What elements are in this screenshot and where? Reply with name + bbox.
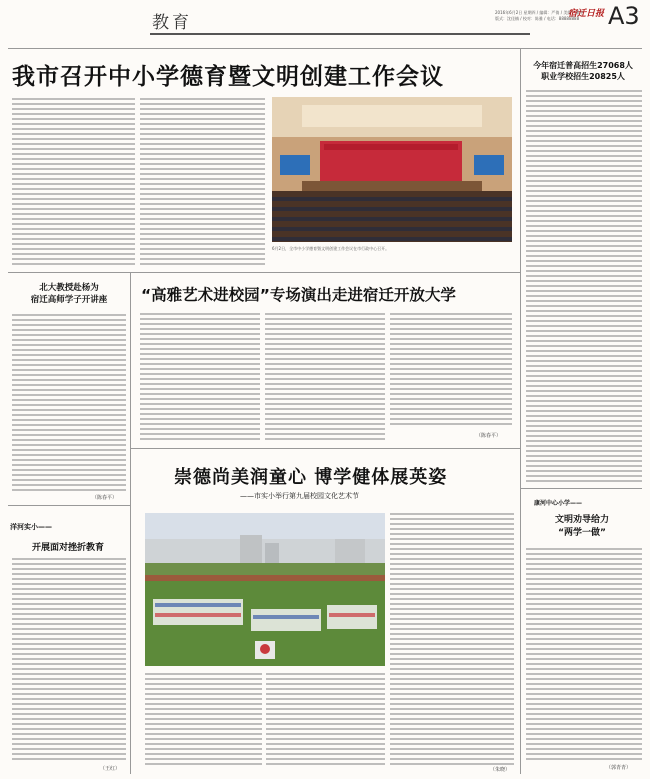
left-bottom-kicker: 洋河实小—— xyxy=(10,523,52,531)
left-mid-headline-line: 宿迁高师学子开讲座 xyxy=(30,295,108,305)
page-number: A3 xyxy=(608,2,640,30)
left-mid-headline-line: 北大教授赴杨为 xyxy=(39,283,99,293)
right-bottom-author: （郭青青） xyxy=(606,765,632,771)
section-label: 教育 xyxy=(152,13,192,33)
section-divider xyxy=(8,505,130,506)
right-top-article-body xyxy=(526,90,642,482)
main-article-body xyxy=(12,98,135,266)
section-rule xyxy=(150,33,530,35)
right-top-headline-line: 今年宿迁普高招生27068人 xyxy=(533,61,633,70)
column-rule xyxy=(520,48,521,774)
art-article-body xyxy=(140,313,260,441)
right-bottom-headline xyxy=(522,514,642,540)
festival-article-body xyxy=(266,673,385,765)
art-article-body xyxy=(265,313,385,441)
art-article-body xyxy=(390,313,512,425)
festival-headline: 崇德尚美润童心 博学健体展英姿 xyxy=(174,467,448,488)
left-bottom-author: （王红） xyxy=(100,766,121,772)
festival-photo xyxy=(145,513,385,666)
page-masthead xyxy=(0,0,650,40)
right-top-headline xyxy=(524,60,642,82)
meeting-photo-caption: 6月2日，全市中小学德育暨文明创建工作会议在市行政中心召开。 xyxy=(272,246,390,251)
newspaper-logo: 宿迁日报 xyxy=(568,9,605,19)
meeting-photo xyxy=(272,97,512,242)
left-mid-author: （陈春平） xyxy=(92,495,118,501)
art-headline: “高雅艺术进校园”专场演出走进宿迁开放大学 xyxy=(141,286,456,304)
festival-article-body xyxy=(145,673,262,765)
issue-meta-line: 版式：沈佳楠 / 校对：陈雅 / 电话：88888888 xyxy=(495,16,580,21)
left-bottom-article-body xyxy=(12,558,126,762)
right-bottom-headline-line: “两学一做” xyxy=(558,528,606,538)
section-divider xyxy=(8,48,642,49)
section-divider xyxy=(8,272,520,273)
right-bottom-kicker: 康河中心小学—— xyxy=(534,500,583,507)
right-top-headline-line: 职业学校招生20825人 xyxy=(541,72,625,81)
festival-article-body xyxy=(390,513,514,765)
main-headline: 我市召开中小学德育暨文明创建工作会议 xyxy=(12,64,444,90)
section-divider xyxy=(520,488,642,489)
left-mid-article-body xyxy=(12,314,126,492)
festival-author: （朱晓） xyxy=(490,767,511,773)
column-rule xyxy=(130,272,131,774)
issue-meta-line: 2016年6月2日 星期四 / 编辑：严倩 / 美编：潘冬 xyxy=(495,10,584,15)
section-divider xyxy=(130,448,520,449)
festival-subtitle: ——市实小举行第九届校园文化艺术节 xyxy=(240,492,359,500)
right-bottom-headline-line: 文明劝导给力 xyxy=(554,515,609,525)
left-mid-headline xyxy=(10,282,128,306)
left-bottom-headline: 开展面对挫折教育 xyxy=(31,543,104,553)
main-article-body xyxy=(140,98,265,266)
right-bottom-article-body xyxy=(526,548,642,760)
art-author: （陈春平） xyxy=(476,433,502,439)
